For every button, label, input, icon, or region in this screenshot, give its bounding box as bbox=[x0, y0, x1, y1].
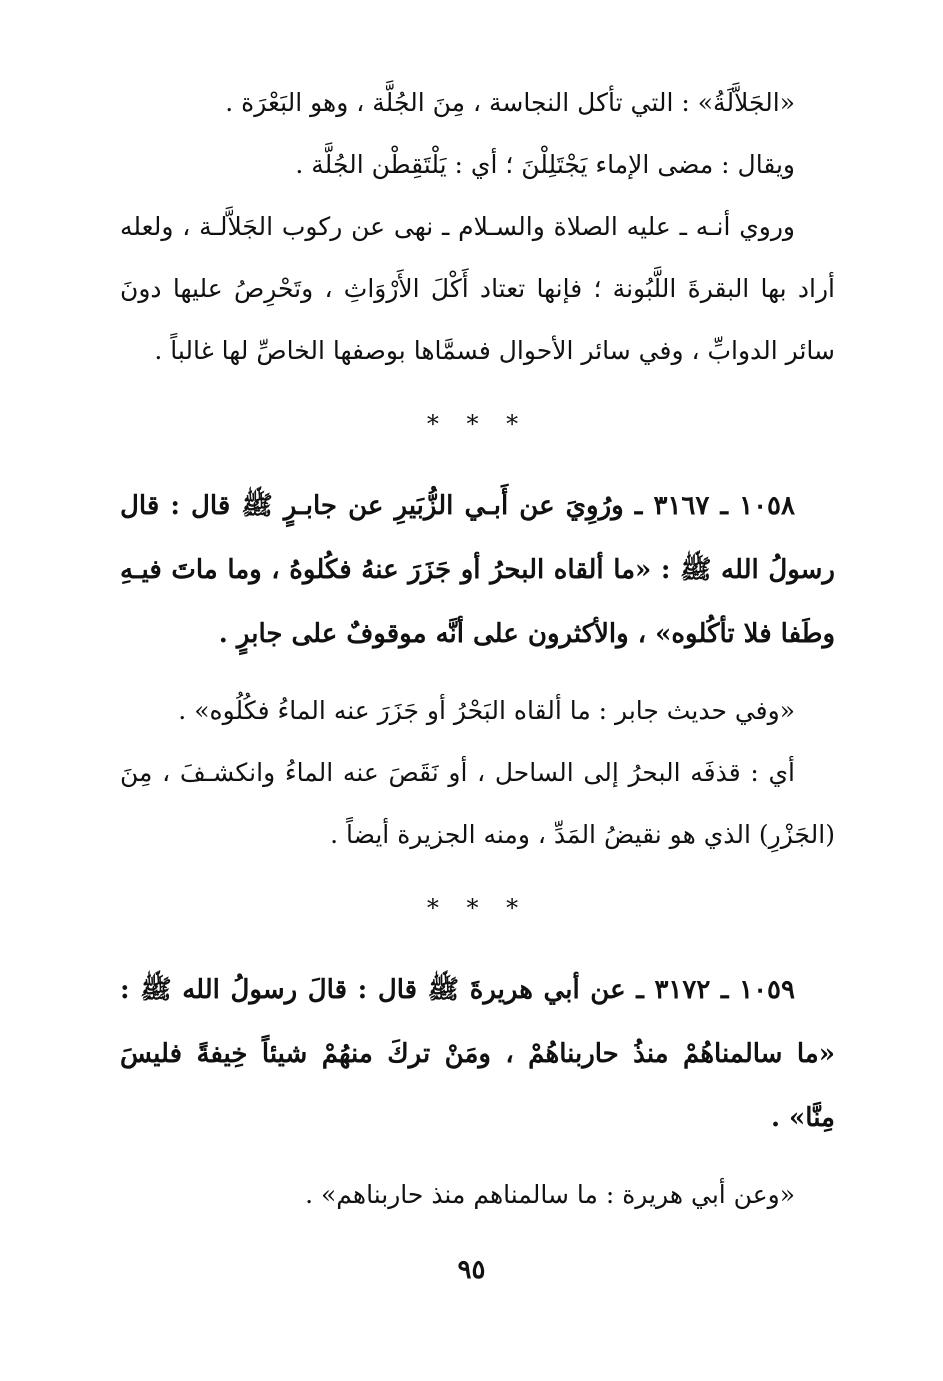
page-number: ٩٥ bbox=[457, 1255, 486, 1285]
paragraph-abu-hurayra: «وعن أبي هريرة : ما سالمناهم منذ حاربناهم» . bbox=[305, 1180, 795, 1209]
paragraph-yajtalilna: ويقال : مضى الإماء يَجْتَلِلْنَ ؛ أي : يَلْتَقِطْن الجُلَّة . bbox=[295, 150, 795, 179]
paragraph-jabir-hadith: «وفي حديث جابر : ما ألقاه البَحْرُ أو جَزَرَ عنه الماءُ فكُلُوه» . bbox=[178, 696, 795, 725]
hadith-1058: ١٠٥٨ ـ ٣١٦٧ ـ ورُوِيَ عن أَبـي الزُّبَيرِ عن جابـرٍ ﷺ قال : قال رسولُ الله ﷺ : «ما ألقاه البحرُ أو جَزَرَ عنهُ فكُلوهُ ، وما ماتَ فيـهِ وطَفا فلا تأكُلوه» ، والأكثرون على أنَّه موقوفٌ على جابرٍ . bbox=[120, 491, 835, 649]
hadith-1059: ١٠٥٩ ـ ٣١٧٢ ـ عن أبي هريرةَ ﷺ قال : قالَ رسولُ الله ﷺ : «ما سالمناهُمْ منذُ حاربناهُمْ ، ومَنْ تركَ منهُمْ شيئاً خِيفةً فليسَ مِنَّا» . bbox=[120, 975, 835, 1133]
section-separator: * * * bbox=[426, 894, 529, 922]
paragraph-jazr-explanation: أي : قذفَه البحرُ إلى الساحل ، أو نَقَصَ عنه الماءُ وانكشـفَ ، مِنَ (الجَزْرِ) الذي هو نقيضُ المَدِّ ، ومنه الجزيرة أيضاً . bbox=[120, 758, 835, 849]
section-separator: * * * bbox=[426, 410, 529, 438]
paragraph-riding-prohibition: وروي أنـه ـ عليه الصلاة والسـلام ـ نهى عن ركوب الجَلاَّلـة ، ولعله أراد بها البقرةَ اللَّبُونة ؛ فإنها تعتاد أَكْلَ الأَرْوَاثِ ، وتَحْرِصُ عليها دونَ سائر الدوابِّ ، وفي سائر الأحوال فسمَّاها بوصفها الخاصِّ لها غالباً . bbox=[120, 212, 835, 365]
paragraph-jallala-definition: «الجَلاَّلَةُ» : التي تأكل النجاسة ، مِنَ الجُلَّة ، وهو البَعْرَة . bbox=[225, 88, 795, 117]
page-body bbox=[120, 72, 835, 1226]
